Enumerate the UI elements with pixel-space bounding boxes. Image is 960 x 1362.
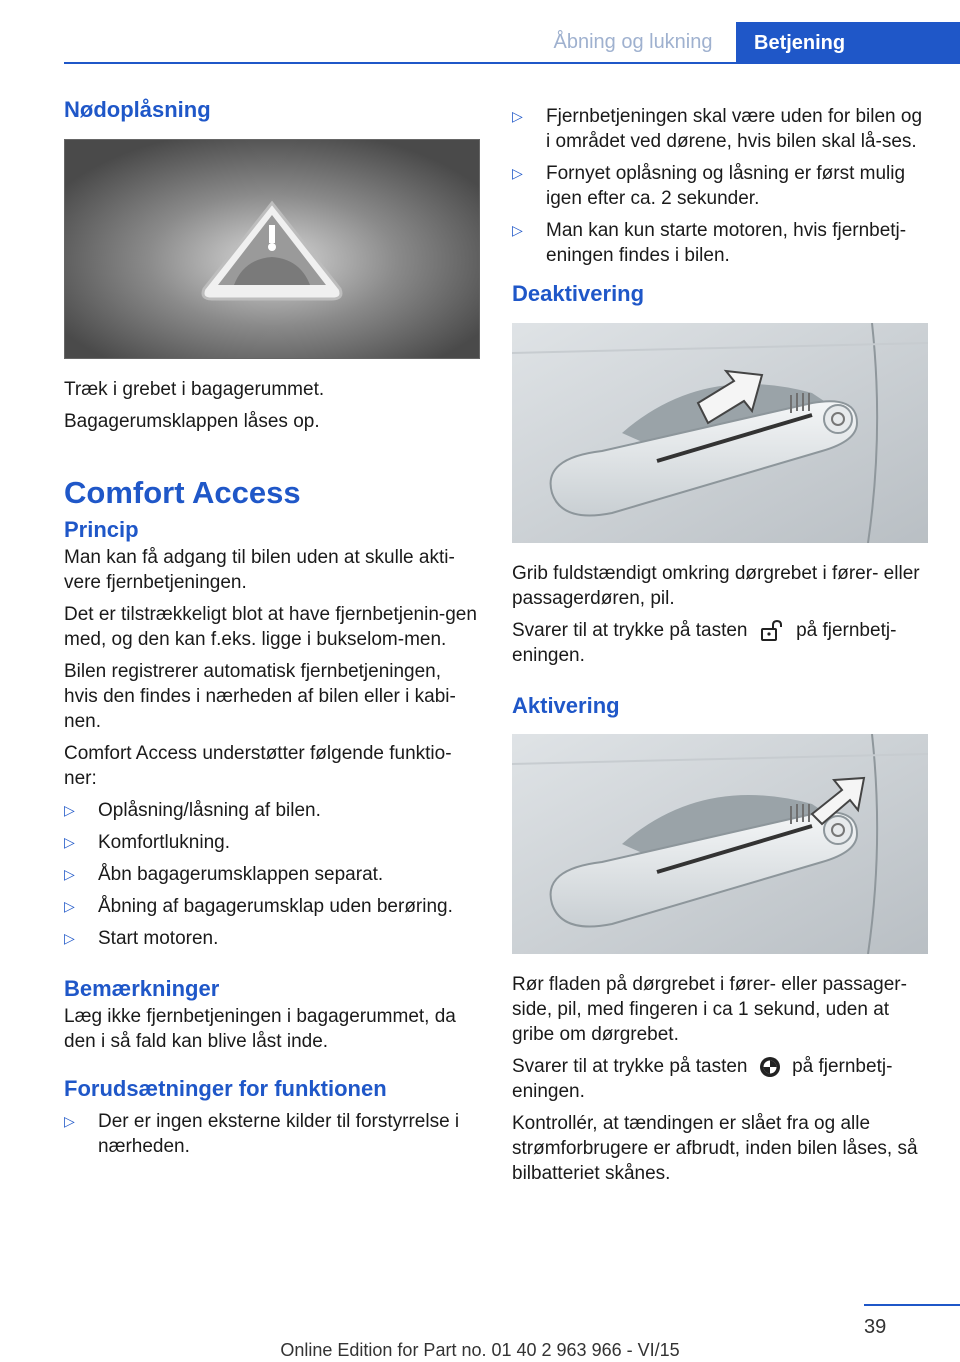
deakt-paragraph-1: Grib fuldstændigt omkring dørgrebet i fører- eller passagerdøren, pil.: [512, 562, 920, 609]
bmw-logo-icon: [759, 1056, 781, 1078]
akt-paragraph-3: Kontrollér, at tændingen er slået fra og alle strømforbrugere er afbrudt, inden bilen låses, så bilbatteriet skånes.: [512, 1113, 918, 1185]
list-item: ▷ Man kan kun starte motoren, hvis fjernbetj-eningen findes i bilen.: [512, 220, 907, 266]
unlock-icon: [759, 620, 785, 642]
deaktivering-heading: Deaktivering: [512, 281, 645, 306]
triangle-bullet-icon: ▷: [64, 1113, 75, 1130]
triangle-bullet-icon: ▷: [512, 108, 523, 124]
triangle-bullet-icon: ▷: [64, 833, 75, 850]
forudsaetninger-heading: Forudsætninger for funktionen: [64, 1075, 387, 1101]
princip-paragraph-3: Bilen registrerer automatisk fjernbetjeningen, hvis den findes i nærheden af bilen eller i kabi-nen.: [64, 660, 456, 732]
right-column: [512, 104, 928, 1193]
triangle-bullet-icon: ▷: [512, 222, 523, 238]
requirements-list-left: [64, 1109, 480, 1159]
requirements-list-right: [512, 104, 928, 268]
door-handle-grip-photo: [512, 323, 928, 543]
header-section: Åbning og lukning: [553, 31, 713, 53]
list-item: ▷ Åbning af bagagerumsklap uden berøring.: [64, 895, 453, 917]
akt-paragraph-2: Svarer til at trykke på tasten på fjernbetj-eningen.: [512, 1056, 893, 1103]
list-item: ▷ Komfortlukning.: [64, 831, 231, 853]
nodo-paragraph-1: Træk i grebet i bagagerummet.: [64, 378, 325, 400]
akt-paragraph-1: Rør fladen på dørgrebet i fører- eller passager-side, pil, med fingeren i ca 1 sekund, uden at gribe om dørgrebet.: [512, 974, 907, 1046]
princip-heading: Princip: [64, 517, 139, 543]
footer-rule: [864, 1304, 960, 1306]
nodo-paragraph-2: Bagagerumsklappen låses op.: [64, 410, 320, 432]
list-item: ▷ Fornyet oplåsning og låsning er først mulig igen efter ca. 2 sekunder.: [512, 163, 906, 209]
deakt-paragraph-2: Svarer til at trykke på tasten på fjernbetj-eningen.: [512, 619, 897, 666]
aktivering-heading: Aktivering: [512, 692, 620, 718]
princip-paragraph-1: Man kan få adgang til bilen uden at skulle akti-vere fjernbetjeningen.: [64, 546, 455, 593]
triangle-bullet-icon: ▷: [64, 865, 75, 882]
trunk-release-photo: [64, 139, 480, 359]
page-number: 39: [864, 1316, 887, 1338]
triangle-bullet-icon: ▷: [512, 165, 523, 181]
triangle-bullet-icon: ▷: [64, 801, 75, 818]
door-handle-touch-photo: [512, 734, 928, 954]
header-rule: [64, 62, 960, 64]
bem-paragraph-1: Læg ikke fjernbetjeningen i bagagerummet, da den i så fald kan blive låst inde.: [64, 1005, 456, 1052]
list-item: ▷ Oplåsning/låsning af bilen.: [64, 799, 321, 821]
princip-paragraph-4: Comfort Access understøtter følgende funktio-ner:: [64, 742, 452, 789]
function-list: [64, 798, 480, 951]
comfort-access-heading: Comfort Access: [64, 474, 301, 510]
list-item: ▷ Fjernbetjeningen skal være uden for bilen og i området ved dørene, hvis bilen skal lå-ses.: [512, 106, 923, 152]
triangle-bullet-icon: ▷: [64, 929, 75, 946]
list-item: ▷ Start motoren.: [64, 927, 219, 949]
list-item: ▷ Der er ingen eksterne kilder til forstyrrelse i nærheden.: [64, 1111, 460, 1158]
list-item: ▷ Åbn bagagerumsklappen separat.: [64, 863, 384, 885]
footer-edition: Online Edition for Part no. 01 40 2 963 966 - VI/15: [280, 1340, 680, 1360]
bemaerkninger-heading: Bemærkninger: [64, 975, 220, 1001]
triangle-bullet-icon: ▷: [64, 897, 75, 914]
nodoplasning-heading: Nødoplåsning: [64, 97, 211, 122]
header-chapter-tab: Betjening: [736, 22, 960, 64]
princip-paragraph-2: Det er tilstrækkeligt blot at have fjernbetjenin-gen med, og den kan f.eks. ligge i bukselom-men.: [64, 603, 477, 650]
left-column: [64, 96, 480, 1169]
